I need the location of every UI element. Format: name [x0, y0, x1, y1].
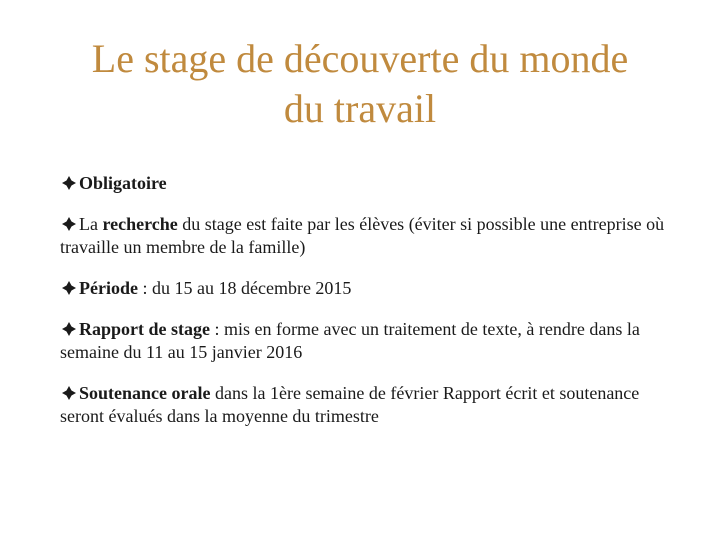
bullet-bold-text: Soutenance orale: [79, 383, 211, 403]
diamond-bullet-icon: [60, 174, 78, 192]
bullet-text: dans la 1ère semaine de février Rapport écrit et soutenance seront évalués dans la moyenne du trimestre: [60, 383, 640, 426]
slide-title: [40, 34, 680, 134]
bullet-bold-text: Rapport de stage: [79, 319, 210, 339]
bullet-text: : mis en forme avec un traitement de texte, à rendre dans la semaine du 11 au 15 janvier 2016: [60, 319, 640, 362]
bullet-text: du stage est faite par les élèves (éviter si possible une entreprise où travaille un membre de la famille): [60, 214, 665, 257]
diamond-bullet-icon: [60, 279, 78, 297]
bullet-soutenance: [60, 382, 670, 428]
diamond-bullet-icon: [60, 215, 78, 233]
bullet-rapport: [60, 318, 670, 364]
bullet-list: [60, 172, 670, 446]
bullet-bold-text: Obligatoire: [79, 173, 167, 193]
bullet-text: : du 15 au 18 décembre 2015: [137, 278, 352, 298]
bullet-recherche: [60, 213, 670, 259]
bullet-prefix-text: La: [79, 214, 103, 234]
bullet-bold-text: recherche: [102, 214, 178, 234]
bullet-bold-text: Période: [79, 278, 138, 298]
diamond-bullet-icon: [60, 384, 78, 402]
bullet-periode: [60, 277, 670, 300]
slide-title-line-1: Le stage de découverte du monde: [91, 36, 629, 81]
diamond-bullet-icon: [60, 320, 78, 338]
slide-title-line-2: du travail: [283, 86, 437, 131]
bullet-obligatoire: [60, 172, 670, 195]
